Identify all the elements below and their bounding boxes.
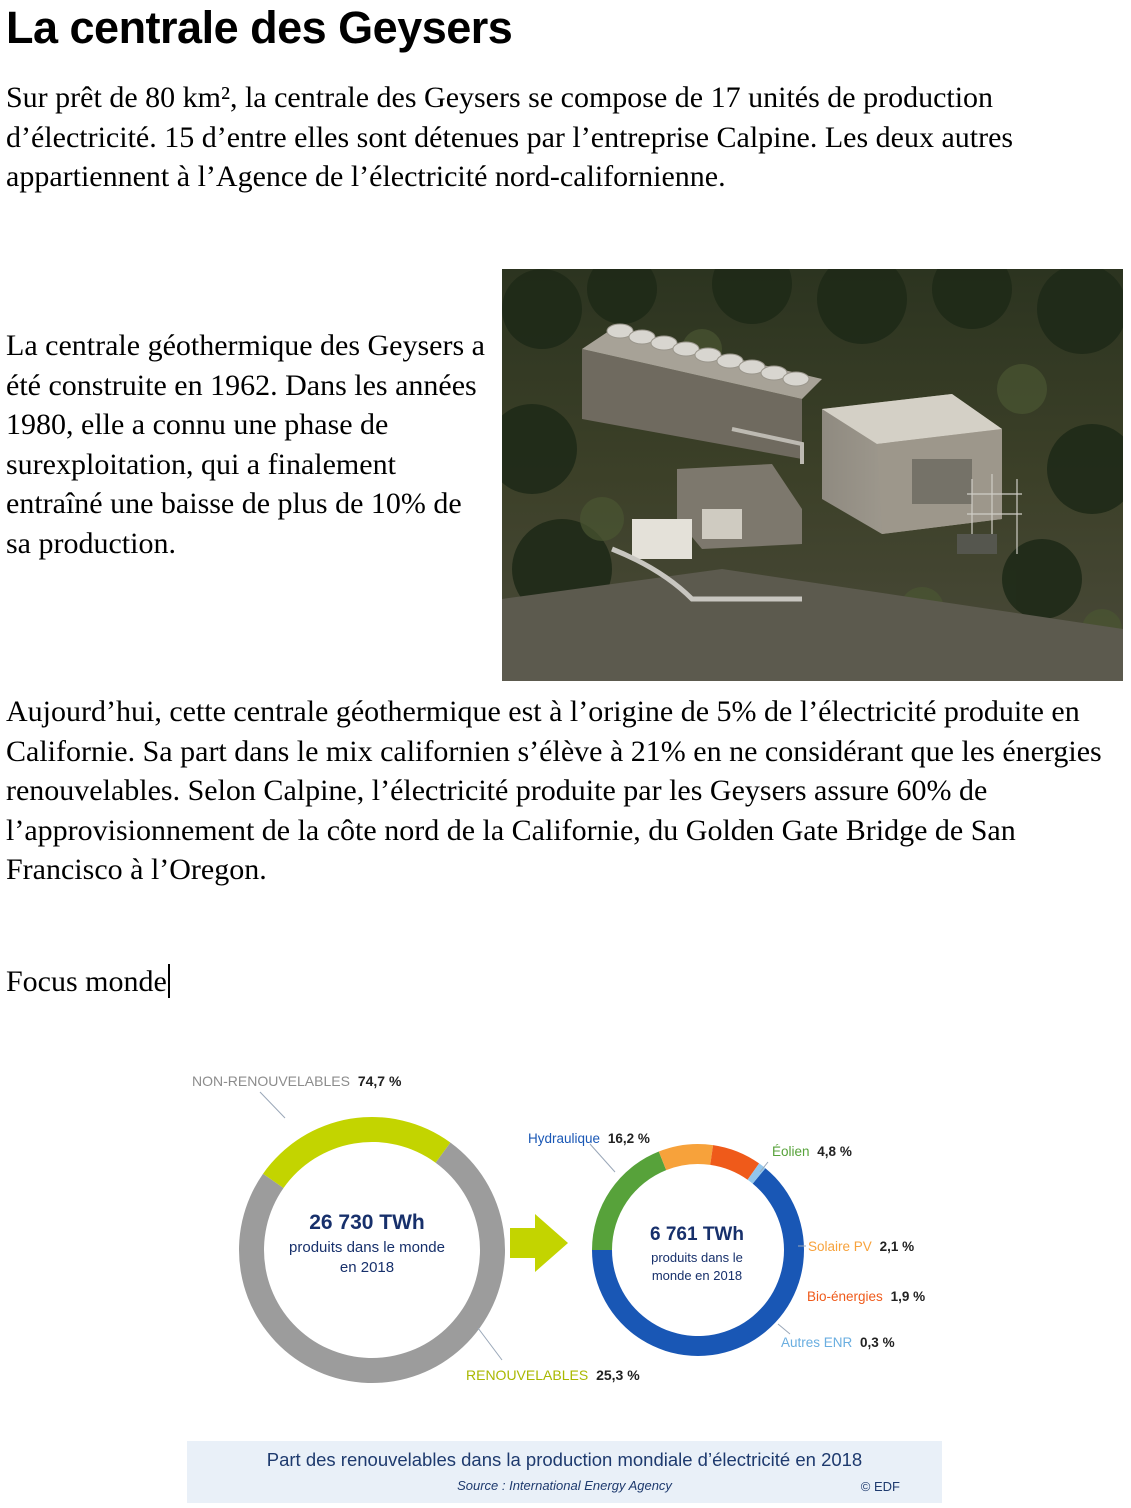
history-paragraph: La centrale géothermique des Geysers a été construite en 1962. Dans les années 1980, elle a connu une phase de surexploitation, qui a finalement entraîné une baisse de plus de 10% de sa production. (6, 329, 485, 560)
label-hydraulique (528, 1131, 650, 1146)
caption-title: Part des renouvelables dans la production mondiale d’électricité en 2018 (266, 1449, 863, 1470)
label-non-renewables-value: 74,7 % (357, 1073, 402, 1089)
today-paragraph: Aujourd’hui, cette centrale géothermique est à l’origine de 5% de l’électricité produite en Californie. Sa part dans le mix californien s’élève à 21% en ne considérant que les énergies renouvelables. Selon Calpine, l’électricité produite par les Geysers assure 60% de l’approvisionnement de la côte nord de la Californie, du Golden Gate Bridge de San Francisco à l’Oregon. (6, 695, 1102, 886)
donut1-slice-renouvelables (263, 1117, 450, 1188)
donut2-center-line2: monde en 2018 (651, 1268, 743, 1283)
page-title: La centrale des Geysers (6, 2, 513, 53)
label-bioenergies-name: Bio-énergies (807, 1289, 883, 1304)
donut2-slice-solaire-pv (659, 1144, 713, 1170)
intro-paragraph: Sur prêt de 80 km², la centrale des Geysers se compose de 17 unités de production d’électricité. 15 d’entre elles sont détenues par l’entreprise Calpine. Les deux autres appartiennent à l’Agence de l’électricité nord-californienne. (6, 81, 1014, 193)
label-renewables (466, 1367, 640, 1383)
geothermal-plant-photo (502, 269, 1123, 681)
label-autres-enr-name: Autres ENR (781, 1335, 853, 1350)
label-bioenergies-value: 1,9 % (890, 1289, 926, 1304)
caption-box (187, 1441, 942, 1503)
label-solaire-name: Solaire PV (808, 1239, 872, 1254)
label-eolien-value: 4,8 % (817, 1144, 852, 1159)
donut2-center-line1: produits dans le (651, 1250, 743, 1265)
caption-source: Source : International Energy Agency (457, 1478, 672, 1493)
label-hydraulique-name: Hydraulique (528, 1131, 601, 1146)
label-solaire (808, 1239, 914, 1254)
label-non-renewables (192, 1073, 402, 1089)
caption-credit: © EDF (860, 1479, 900, 1494)
label-hydraulique-value: 16,2 % (607, 1131, 650, 1146)
label-solaire-value: 2,1 % (879, 1239, 915, 1254)
label-renewables-value: 25,3 % (596, 1367, 640, 1383)
label-renewables-name: RENOUVELABLES (466, 1367, 589, 1383)
text-cursor (168, 964, 170, 998)
label-eolien-name: Éolien (772, 1144, 810, 1159)
focus-heading[interactable] (6, 962, 170, 1002)
donut1-center-line1: produits dans le monde (289, 1239, 445, 1256)
focus-heading-text: Focus monde (6, 965, 167, 998)
label-non-renewables-name: NON-RENOUVELABLES (192, 1073, 350, 1089)
donut-charts (150, 1060, 950, 1440)
arrow-icon (510, 1214, 568, 1272)
label-eolien (772, 1144, 852, 1159)
renewables-infographic (150, 1060, 950, 1508)
label-autres-enr (781, 1335, 895, 1350)
donut1-center-line2: en 2018 (339, 1259, 395, 1276)
label-bioenergies (807, 1289, 925, 1304)
donut2-center-value: 6 761 TWh (650, 1224, 744, 1245)
label-autres-enr-value: 0,3 % (860, 1335, 895, 1350)
donut1-center-value: 26 730 TWh (309, 1211, 425, 1234)
